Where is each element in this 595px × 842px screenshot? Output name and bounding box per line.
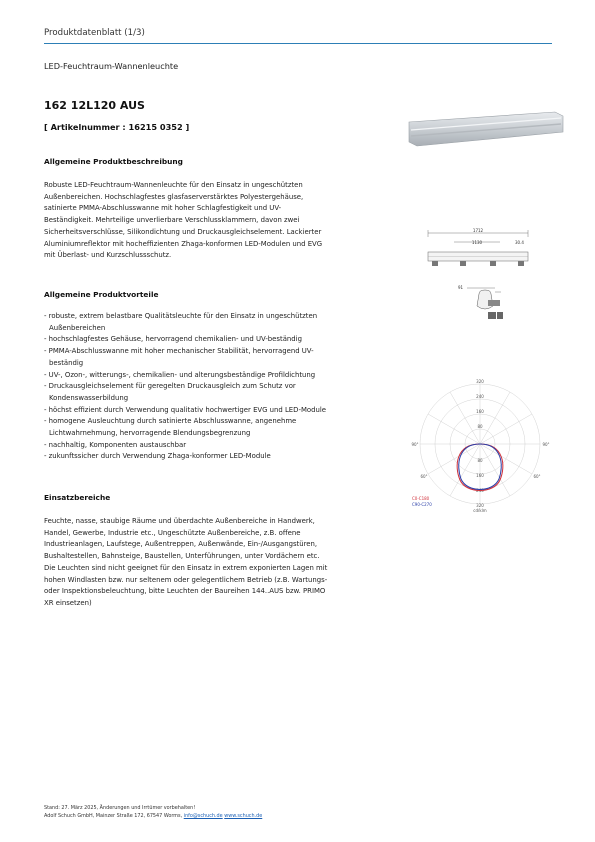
legend-c90: C90-C270 xyxy=(412,502,432,507)
usage-line: Bushaltestellen, Bahnsteige, Baustellen, Unterführungen, unter Vordächern etc. xyxy=(44,552,320,561)
product-photo xyxy=(405,108,565,152)
advantages-heading: Allgemeine Produktvorteile xyxy=(44,290,159,299)
list-item: Außenbereichen xyxy=(49,323,106,332)
dimension-drawing xyxy=(420,228,535,273)
list-item: - PMMA-Abschlusswanne mit hoher mechanischer Stabilität, hervorragend UV- xyxy=(44,347,314,356)
list-item: - robuste, extrem belastbare Qualitätsleuchte für den Einsatz in ungeschützten xyxy=(44,312,318,320)
usage-line: Industrieanlagen, Laufstege, Außentreppen, Außenwände, Ein-/Ausgangstüren, xyxy=(44,540,318,549)
list-item: - Druckausgleichselement für geregelten Druckausgleich zum Schutz vor xyxy=(44,382,296,391)
product-category: LED-Feuchtraum-Wannenleuchte xyxy=(44,61,179,71)
email-link[interactable]: info@schuch.de xyxy=(183,813,223,819)
polar-tick: 320 xyxy=(476,503,484,508)
description-line: Beständigkeit. Mehrteilige unverlierbare Verschlussklammern, davon zwei xyxy=(44,216,300,225)
list-item: - UV-, Ozon-, witterungs-, chemikalien- und alterungsbeständige Profildichtung xyxy=(44,370,316,379)
document-title: Produktdatenblatt (1/3) xyxy=(44,28,145,38)
description-line: Aluminiumreflektor mit hocheffizienten Zhaga-konformen LED-Modulen und EVG xyxy=(44,239,323,248)
footer xyxy=(44,804,262,820)
polar-tick: 320 xyxy=(476,379,484,384)
list-item: - höchst effizient durch Verwendung qualitativ hochwertiger EVG und LED-Module xyxy=(44,405,327,414)
polar-tick: 160 xyxy=(476,409,484,414)
legend-c0: C0-C180 xyxy=(412,496,430,501)
advantages-list xyxy=(44,311,374,463)
dim-side: 30.4 xyxy=(515,240,524,245)
polar-tick: 80 xyxy=(477,458,483,463)
polar-unit: cd/klm xyxy=(473,508,487,512)
description-line: Außenbereichen. Hochschlagfestes glasfaserverstärktes Polyestergehäuse, xyxy=(44,192,304,201)
product-model: 162 12L120 AUS xyxy=(44,99,145,112)
list-item: - homogene Ausleuchtung durch satinierte Abschlusswanne, angenehme xyxy=(44,417,297,426)
polar-angle: 90° xyxy=(542,442,550,447)
footer-company xyxy=(44,812,262,820)
polar-light-distribution xyxy=(404,376,556,512)
usage-line: hohen Windlasten bzw. nur seltenem oder gelegentlichem Betrieb (z.B. Wartungs- xyxy=(44,575,328,584)
usage-line: Feuchte, nasse, staubige Räume und überdachte Außenbereiche in Handwerk, xyxy=(44,517,315,525)
usage-line: XR einsetzen) xyxy=(44,598,92,607)
polar-angle: 60° xyxy=(533,474,541,479)
polar-tick: 240 xyxy=(476,394,484,399)
description-line: satinierte PMMA-Abschlusswanne mit hoher Schlagfestigkeit und UV- xyxy=(44,204,282,213)
list-item: beständig xyxy=(49,358,84,367)
polar-tick: 80 xyxy=(477,424,483,429)
article-number: [ Artikelnummer : 16215 0352 ] xyxy=(44,122,190,132)
description-text xyxy=(44,180,362,262)
description-line: mit Überlast- und Kurzschlussschutz. xyxy=(44,251,172,260)
usage-line: Handel, Gewerbe, Industrie etc., Ungeschützte Außenbereiche, z.B. offene xyxy=(44,528,301,537)
cross-dim: 91 xyxy=(458,285,464,290)
footer-address: Adolf Schuch GmbH, Mainzer Straße 172, 67547 Worms, xyxy=(44,813,184,819)
usage-text xyxy=(44,516,384,610)
description-line: Sicherheitsverschlüsse, Silikondichtung und Druckausgleichselement. Lackierter xyxy=(44,227,322,236)
list-item: - nachhaltig, Komponenten austauschbar xyxy=(44,440,187,449)
list-item: Lichtwahrnehmung, hervorragende Blendungsbegrenzung xyxy=(49,429,251,438)
dim-inner: 1130 xyxy=(471,240,483,245)
polar-angle: 60° xyxy=(420,474,428,479)
list-item: - hochschlagfestes Gehäuse, hervorragend chemikalien- und UV-beständig xyxy=(44,335,302,344)
list-item: Kondenswasserbildung xyxy=(49,393,129,402)
polar-angle: 90° xyxy=(411,442,419,447)
website-link[interactable]: www.schuch.de xyxy=(224,813,263,819)
header-divider xyxy=(44,43,552,44)
usage-line: oder Inspektionsbeleuchtung, bitte Leuchten der Baureihen 144..AUS bzw. PRIMO xyxy=(44,587,326,596)
polar-tick: 240 xyxy=(476,488,484,493)
usage-heading: Einsatzbereiche xyxy=(44,493,111,502)
list-item: - zukunftssicher durch Verwendung Zhaga-konformer LED-Module xyxy=(44,452,271,461)
description-heading: Allgemeine Produktbeschreibung xyxy=(44,157,183,166)
description-line: Robuste LED-Feuchtraum-Wannenleuchte für den Einsatz in ungeschützten xyxy=(44,181,303,189)
footer-date: Stand: 27. März 2025, Änderungen und Irrtümer vorbehalten! xyxy=(44,805,196,811)
dim-total: 1712 xyxy=(472,228,484,233)
polar-tick: 160 xyxy=(476,473,484,478)
cross-section-drawing xyxy=(455,282,515,328)
usage-line: Die Leuchten sind nicht geeignet für den Einsatz in extrem exponierten Lagen mit xyxy=(44,563,328,572)
